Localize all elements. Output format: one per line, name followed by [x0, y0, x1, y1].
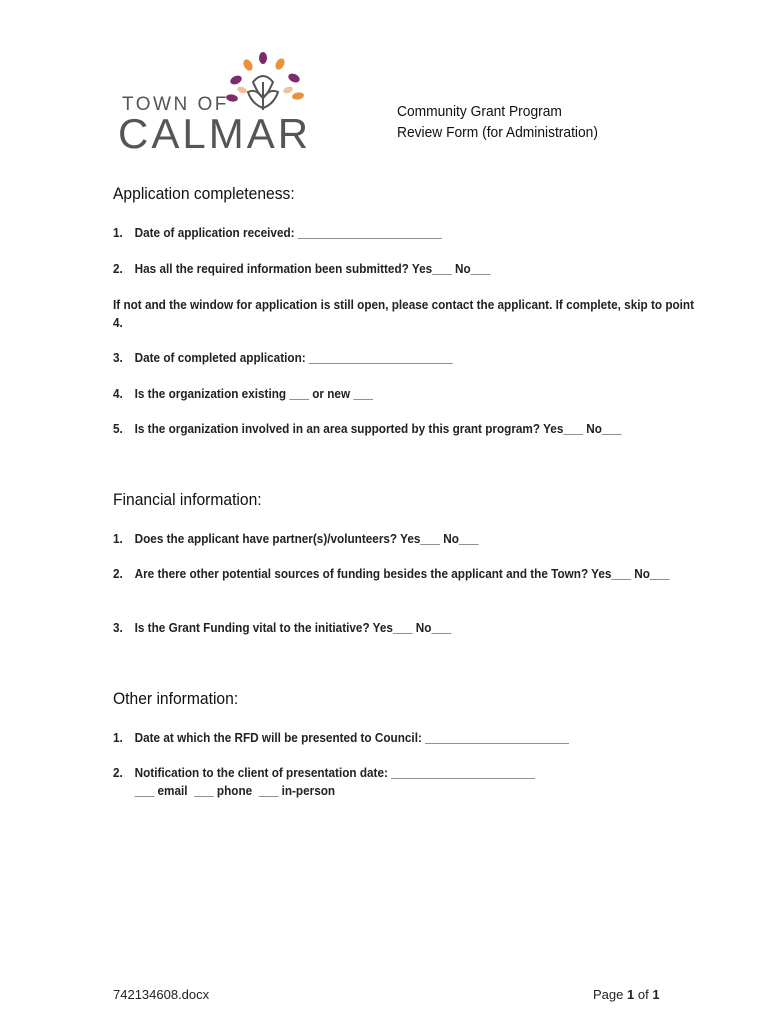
other-item-1 — [113, 729, 668, 747]
section-heading-financial: Financial information: — [113, 490, 262, 509]
section-heading-other: Other information: — [113, 689, 239, 708]
page-total: 1 — [652, 987, 660, 1002]
page-current: 1 — [627, 987, 635, 1002]
footer-filename: 742134608.docx — [113, 987, 210, 1002]
item-number: 4. — [113, 387, 123, 401]
page-word: Page — [593, 987, 624, 1002]
other-item-2 — [113, 764, 668, 800]
item-number: 2. — [113, 262, 123, 276]
item-text: Does the applicant have partner(s)/volunteers? Yes___ No___ — [134, 532, 479, 546]
item-text: Has all the required information been submitted? Yes___ No___ — [134, 262, 491, 276]
item-number: 1. — [113, 226, 123, 240]
completeness-item-4 — [113, 385, 668, 403]
completeness-item-2 — [113, 260, 668, 278]
item-number: 1. — [113, 731, 123, 745]
financial-item-3 — [113, 619, 668, 637]
item-text: Is the Grant Funding vital to the initiative? Yes___ No___ — [134, 621, 452, 635]
form-title-line1: Community Grant Program — [397, 103, 562, 120]
form-title-line2: Review Form (for Administration) — [397, 124, 598, 141]
of-word: of — [637, 987, 649, 1002]
item-text: Is the organization existing ___ or new ___ — [134, 387, 373, 401]
item-number: 1. — [113, 532, 123, 546]
financial-item-2 — [113, 565, 677, 583]
completeness-item-1 — [113, 224, 668, 242]
logo-town-of-text: TOWN OF — [122, 94, 229, 115]
item-text: Are there other potential sources of funding besides the applicant and the Town? Yes___ No___ — [134, 567, 670, 581]
item-number: 2. — [113, 567, 123, 581]
town-logo — [118, 52, 318, 157]
item-number: 3. — [113, 351, 123, 365]
item-number: 5. — [113, 422, 123, 436]
item-text: Is the organization involved in an area supported by this grant program? Yes___ No___ — [134, 422, 622, 436]
item-text: Date at which the RFD will be presented to Council: ______________________ — [134, 731, 569, 745]
item-text: Date of completed application: ______________________ — [134, 351, 453, 365]
contact-method-options: ___ email ___ phone ___ in-person — [134, 784, 336, 798]
completeness-item-5 — [113, 420, 668, 438]
logo-calmar-text: CALMAR — [118, 110, 312, 157]
completeness-item-3 — [113, 349, 668, 367]
item-text: Date of application received: ______________________ — [134, 226, 442, 240]
item-text: Notification to the client of presentation date: ______________________ — [134, 766, 535, 780]
section-heading-completeness: Application completeness: — [113, 184, 295, 203]
form-title — [397, 101, 615, 143]
item-number: 2. — [113, 766, 123, 780]
financial-item-1 — [113, 530, 668, 548]
footer-page-number — [593, 987, 660, 1002]
completeness-note: If not and the window for application is still open, please contact the applicant. If complete, skip to point 4. — [113, 298, 695, 330]
item-number: 3. — [113, 621, 123, 635]
